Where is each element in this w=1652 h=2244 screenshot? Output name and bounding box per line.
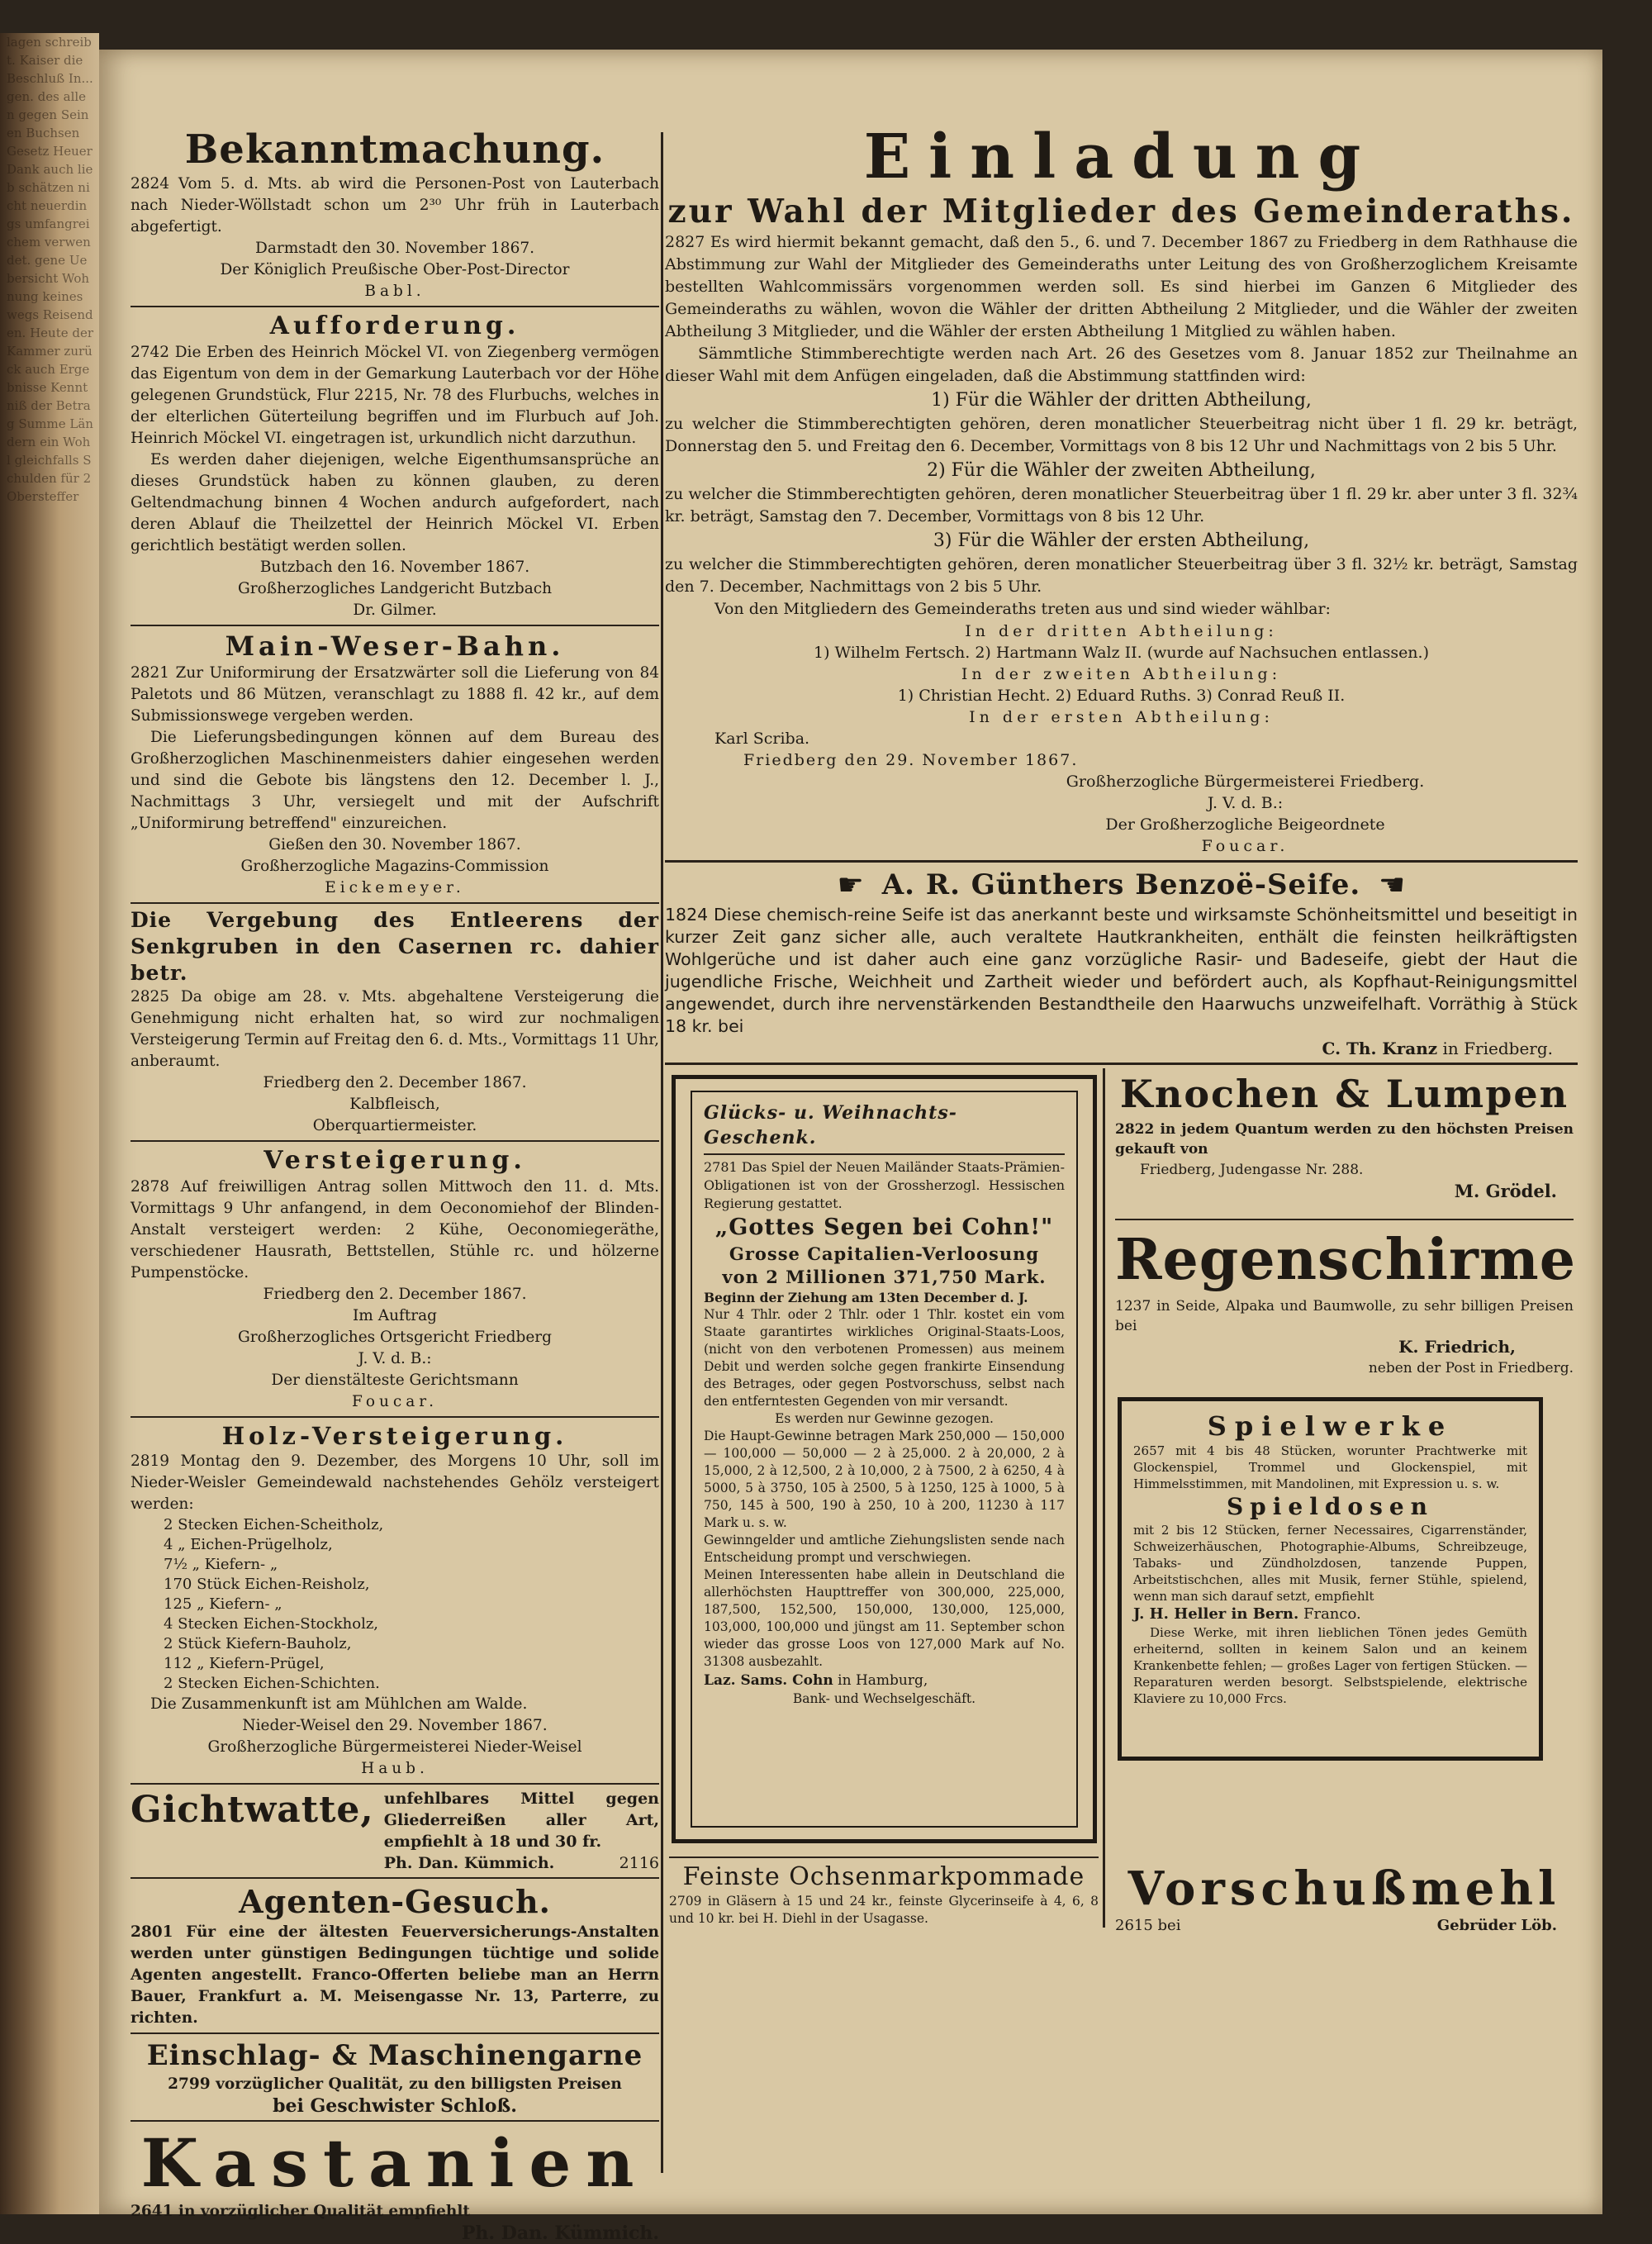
ad-title: Einschlag- & Maschinengarne [146, 2039, 643, 2072]
ad-body: mit 2 bis 12 Stücken, ferner Necessaires, Cigarrenständer, Schweizerhäuschen, Photographie-Albums, Schreibzeuge, Tabaks- und Zündholzdosen, tanzende Puppen, Arbeitstischchen, alles mit Musik, ferner Stühle, spielend, wenn man sich darauf setzt, empfiehlt [1133, 1523, 1527, 1604]
notice-signature: Eickemeyer. [325, 879, 465, 896]
pointing-hand-icon: ☛ [837, 868, 864, 902]
ad-knochen-lumpen [1115, 1068, 1574, 1202]
notice-body: zu welcher die Stimmberechtigten gehören, deren monatlicher Steuerbeitrag nicht über 1 fl. 29 kr. beträgt, Donnerstag den 5. und Freitag den 6. December, Vormittags von 8 bis 12 Uhr und Nachmittags von 2 bis 5 Uhr. [665, 415, 1578, 455]
ad-signature: bei Geschwister Schloß. [273, 2095, 517, 2117]
notice-date: Nieder-Weisel den 29. November 1867. [242, 1717, 548, 1734]
ad-body: 2641 in vorzüglicher Qualität empfiehlt [131, 2203, 470, 2220]
divider [131, 306, 659, 307]
notice-authority: Der Königlich Preußische Ober-Post-Director [220, 261, 570, 278]
ad-kastanien [131, 2125, 659, 2244]
notice-body: zu welcher die Stimmberechtigten gehören, deren monatlicher Steuerbeitrag über 1 fl. 29 kr. aber unter 3 fl. 32¾ kr. beträgt, Samstag den 7. December, Vormittags von 8 bis 12 Uhr. [665, 485, 1578, 525]
ad-title: Gichtwatte, [131, 1789, 374, 1831]
ad-vorschussmehl [1115, 1861, 1574, 1936]
notice-signature: Kalbfleisch, [349, 1096, 440, 1113]
ad-footer [704, 1671, 1065, 1690]
notice-bekanntmachung [131, 126, 659, 302]
ad-regenschirme [1115, 1215, 1577, 1379]
ad-title: Glücks- u. Weihnachts-Geschenk. [704, 1102, 957, 1148]
wood-item: 2 Stecken Eichen-Schichten. [164, 1675, 380, 1692]
notice-title: Versteigerung. [263, 1146, 526, 1175]
lower-right-area [665, 1068, 1578, 2060]
ad-body: Beginn der Ziehung am 13ten December d. J. [704, 1290, 1028, 1305]
notice-title: Holz-Versteigerung. [221, 1422, 568, 1450]
ad-body: 2801 Für eine der ältesten Feuerversicherungs-Anstalten werden unter günstigen Bedingungen tüchtige und solide Agenten angestellt. Franco-Offerten beliebe man an Herrn Bauer, Frankfurt a. M. Meisengasse Nr. 13, Parterre, zu richten. [131, 1923, 659, 2027]
ad-ochsenmarkpommade [669, 1853, 1099, 1928]
divider [131, 625, 659, 626]
notice-signature: Foucar. [1201, 837, 1289, 855]
notice-authority: Großherzogliches Landgericht Butzbach [237, 580, 553, 597]
ad-inner-frame [691, 1091, 1078, 1828]
notice-role: Der dienstälteste Gerichtsmann [271, 1372, 519, 1389]
ad-body: 2781 Das Spiel der Neuen Mailänder Staats-Prämien-Obligationen ist von der Grossherzogl. Hessischen Regierung gestattet. [704, 1159, 1065, 1211]
notice-authority: Großherzogliche Magazins-Commission [240, 858, 549, 875]
notice-subhead: 3) Für die Wähler der ersten Abtheilung, [933, 530, 1310, 551]
ad-place: in Friedberg. [1442, 1039, 1553, 1058]
left-page-edge [0, 33, 99, 2214]
ad-gluecks-weihnachts [672, 1075, 1097, 1843]
notice-role: Der Großherzogliche Beigeordnete [1105, 815, 1385, 834]
notice-title: Die Vergebung des Entleerens der Senkgruben in den Casernen rc. dahier betr. [131, 908, 659, 985]
ad-footer [665, 1038, 1578, 1059]
ad-gichtwatte [131, 1788, 659, 1874]
notice-signature: Babl. [364, 283, 425, 300]
divider [131, 1416, 659, 1418]
notice-authority: Großherzogliche Bürgermeisterei Nieder-Weisel [207, 1738, 582, 1756]
notice-auftrag: Im Auftrag [352, 1307, 437, 1324]
wood-item: 4 Stecken Eichen-Stockholz, [164, 1615, 379, 1633]
ad-title: Kastanien [140, 2124, 649, 2202]
divider [1115, 1219, 1574, 1220]
ad-signature: K. Friedrich, [1398, 1337, 1516, 1357]
notice-authority: Großherzogliches Ortsgericht Friedberg [238, 1329, 552, 1346]
notice-body: 2821 Zur Uniformirung der Ersatzwärter soll die Lieferung von 84 Paletots und 86 Mützen, veranschlagt zu 1888 fl. 42 kr., auf dem Submissionswege vergeben werden. [131, 664, 659, 725]
ad-headline: von 2 Millionen 371,750 Mark. [722, 1267, 1047, 1287]
notice-list-head: In der zweiten Abtheilung: [961, 665, 1282, 683]
ad-title: Feinste Ochsenmarkpommade [682, 1862, 1085, 1891]
notice-date: Friedberg den 2. December 1867. [263, 1074, 527, 1091]
notice-body: 2825 Da obige am 28. v. Mts. abgehaltene Versteigerung die Genehmigung nicht erhalten hat, so wird zur nochmaligen Versteigerung Termin auf Freitag den 6. d. Mts., Vormittags 11 Uhr, anberaumt. [131, 988, 659, 1070]
ad-number: 2116 [619, 1854, 659, 1872]
notice-subtitle: zur Wahl der Mitglieder des Gemeinderaths. [667, 193, 1575, 231]
divider [669, 1857, 1099, 1858]
pointing-hand-icon: ☛ [1379, 868, 1406, 902]
ad-place: neben der Post in Friedberg. [1368, 1360, 1574, 1376]
notice-list-names: Karl Scriba. [714, 730, 810, 748]
ad-benzoe-seife [665, 866, 1578, 1059]
right-column [665, 50, 1578, 2060]
ad-footer [1133, 1605, 1527, 1624]
notice-authority: Großherzogliche Bürgermeisterei Friedberg. [1066, 773, 1425, 791]
notice-body: Die Lieferungsbedingungen können auf dem Bureau des Großherzoglichen Maschinenmeisters dahier eingesehen werden und sind die Gebote bis längstens den 12. December l. J., Nachmittags 3 Uhr, versiegelt und mit der Aufschrift „Uniformirung betreffend" einzureichen. [131, 729, 659, 832]
divider [131, 1140, 659, 1142]
ad-title-row [665, 866, 1578, 904]
ad-signature: C. Th. Kranz [1322, 1039, 1438, 1058]
column-divider [1103, 1068, 1105, 1928]
ad-einschlag [131, 2037, 659, 2117]
ad-signature: Ph. Dan. Kümmich. [461, 2223, 659, 2244]
ad-text [384, 1788, 659, 1874]
notice-einladung [665, 122, 1578, 857]
ad-signature: J. H. Heller in Bern. [1133, 1605, 1299, 1623]
wood-item: 2 Stecken Eichen-Scheitholz, [164, 1516, 384, 1533]
ad-title: A. R. Günthers Benzoë-Seife. [881, 868, 1361, 901]
notice-body: 2827 Es wird hiermit bekannt gemacht, daß den 5., 6. und 7. December 1867 zu Friedberg in dem Rathhause die Abstimmung zur Wahl der Mitglieder des Gemeinderaths unter Leitung des von Großherzoglichem Kreisamte bestellten Wahlcommissärs vorgenommen werden soll. Es sind hierbei im Ganzen 6 Mitglieder des Gemeinderaths zu wählen, wovon die Wähler der dritten Abtheilung 2 Mitglieder, und die Wähler der zweiten Abtheilung 3 Mitglieder, und die Wähler der ersten Abtheilung 1 Mitglied zu wählen haben. [665, 233, 1578, 340]
notice-title: Aufforderung. [269, 311, 520, 340]
ad-body: Diese Werke, mit ihren lieblichen Tönen jedes Gemüth erheiternd, sollten in keinem Salon und an keinem Krankenbette fehlen; — großes Lager von fertigen Stücken. — Reparaturen werden besorgt. Selbstspielende, elektrische Klaviere zu 10,000 Frcs. [1133, 1625, 1527, 1706]
notice-list-names: 1) Wilhelm Fertsch. 2) Hartmann Walz II. (wurde auf Nachsuchen entlassen.) [814, 644, 1429, 662]
notice-body: Von den Mitgliedern des Gemeinderaths treten aus und sind wieder wählbar: [714, 600, 1331, 618]
ad-number: 2615 bei [1115, 1917, 1181, 1934]
ad-place: in Hamburg, [838, 1672, 928, 1689]
notice-list-names: 1) Christian Hecht. 2) Eduard Ruths. 3) Conrad Reuß II. [897, 687, 1346, 705]
notice-body: 2742 Die Erben des Heinrich Möckel VI. von Ziegenberg vermögen das Eigentum von dem in der Gemarkung Lauterbach vor der Höhe gelegenen Grundstück, Flur 2215, Nr. 78 des Flurbuchs, welches in der elterlichen Güterteilung begriffen und im Flurbuch auf Joh. Heinrich Möckel VI. eingetragen ist, urkundlich nicht darzuthun. [131, 344, 659, 447]
ad-title: Vorschußmehl [1127, 1861, 1561, 1916]
ad-signature: M. Grödel. [1454, 1181, 1557, 1201]
ad-role: Bank- und Wechselgeschäft. [792, 1691, 976, 1706]
ad-signature: Laz. Sams. Cohn [704, 1672, 833, 1689]
ad-footer [384, 1852, 659, 1874]
ad-body: 2799 vorzüglicher Qualität, zu den billigsten Preisen [168, 2075, 622, 2093]
divider [131, 1783, 659, 1785]
notice-subhead: 2) Für die Wähler der zweiten Abtheilung, [927, 460, 1316, 481]
notice-body: zu welcher die Stimmberechtigten gehören, deren monatlicher Steuerbeitrag über 3 fl. 32½ kr. beträgt, Samstag den 7. December, Nachmittags von 2 bis 5 Uhr. [665, 555, 1578, 596]
ad-signature: Ph. Dan. Kümmich. [383, 1854, 555, 1872]
notice-date: Friedberg den 2. December 1867. [263, 1286, 527, 1303]
ad-franco: Franco. [1303, 1605, 1361, 1623]
ad-headline: Grosse Capitalien-Verloosung [729, 1243, 1040, 1264]
ad-signature: Gebrüder Löb. [1436, 1917, 1557, 1934]
notice-date: Friedberg den 29. November 1867. [743, 751, 1079, 769]
notice-list-head: In der dritten Abtheilung: [965, 622, 1278, 640]
wood-item: 2 Stück Kiefern-Bauholz, [164, 1635, 352, 1652]
ad-title: Spielwerke [1207, 1410, 1454, 1442]
ad-title: Agenten-Gesuch. [239, 1883, 551, 1920]
ad-body: 1237 in Seide, Alpaka und Baumwolle, zu sehr billigen Preisen bei [1115, 1298, 1574, 1334]
notice-main-weser-bahn [131, 630, 659, 899]
notice-title: Einladung [863, 121, 1379, 193]
wood-item: 125 „ Kiefern- „ [164, 1595, 282, 1613]
ad-body: Die Haupt-Gewinne betragen Mark 250,000 — 150,000 — 100,000 — 50,000 — 2 à 25,000. 2 à 20,000, 2 à 15,000, 2 à 12,500, 2 à 10,000, 2 à 7500, 2 à 6250, 4 à 5000, 5 à 3750, 105 à 2500, 5 à 1250, 125 à 1000, 5 à 750, 145 à 500, 190 à 250, 10 à 200, 11230 à 117 Mark u. s. w. [704, 1429, 1065, 1530]
newspaper-page [99, 50, 1602, 2244]
ad-body: 2822 in jedem Quantum werden zu den höchsten Preisen gekauft von [1115, 1121, 1574, 1158]
column-divider [661, 132, 663, 2173]
notice-body: 2819 Montag den 9. Dezember, des Morgens 10 Uhr, soll im Nieder-Weisler Gemeindewald nachstehendes Gehölz versteigert werden: [131, 1452, 659, 1513]
notice-body: Sämmtliche Stimmberechtigte werden nach Art. 26 des Gesetzes vom 8. Januar 1852 zur Theilnahme an dieser Wahl mit dem Anfügen eingeladen, daß die Abstimmung stattfinden wird: [665, 345, 1578, 385]
left-column [131, 50, 659, 2244]
notice-role: Oberquartiermeister. [312, 1117, 477, 1134]
divider [131, 1877, 659, 1879]
notice-vb: J. V. d. B.: [358, 1350, 432, 1367]
notice-body: Die Zusammenkunft ist am Mühlchen am Walde. [150, 1695, 528, 1713]
wood-list [131, 1515, 659, 1694]
notice-subhead: 1) Für die Wähler der dritten Abtheilung, [931, 390, 1312, 411]
notice-signature: Haub. [361, 1760, 429, 1777]
ad-title: Knochen & Lumpen [1119, 1072, 1569, 1116]
ad-footer [1115, 1916, 1574, 1936]
ad-body: unfehlbares Mittel gegen Gliederreißen aller Art, empfiehlt à 18 und 30 fr. [383, 1790, 659, 1851]
notice-aufforderung [131, 311, 659, 621]
ad-body: 2657 mit 4 bis 48 Stücken, worunter Prachtwerke mit Glockenspiel, Trommel und Glockenspiel, mit Himmelsstimmen, mit Mandolinen, mit Expression u. s. w. [1133, 1443, 1527, 1491]
notice-date: Gießen den 30. November 1867. [268, 836, 521, 853]
wood-item: 7½ „ Kiefern- „ [164, 1556, 278, 1573]
notice-body: 2824 Vom 5. d. Mts. ab wird die Personen-Post von Lauterbach nach Nieder-Wöllstadt schon um 2³⁰ Uhr früh in Lauterbach abgefertigt. [131, 175, 659, 235]
notice-body: 2878 Auf freiwilligen Antrag sollen Mittwoch den 11. d. Mts. Vormittags 9 Uhr anfangend, in dem Oeconomiehof der Blinden-Anstalt versteigert werden: 2 Kühe, Oeconomiegeräthe, verschiedener Hausrath, Bettstellen, Stühle rc. und hölzerne Pumpenstöcke. [131, 1178, 659, 1281]
notice-date: Darmstadt den 30. November 1867. [255, 240, 534, 257]
ad-body: Es werden nur Gewinne gezogen. [775, 1411, 994, 1426]
ad-body: Gewinngelder und amtliche Ziehungslisten sende nach Entscheidung prompt und verschwiegen. [704, 1533, 1065, 1565]
notice-signature: Dr. Gilmer. [353, 601, 437, 619]
ad-spielwerke [1118, 1397, 1543, 1761]
wood-item: 4 „ Eichen-Prügelholz, [164, 1536, 333, 1553]
divider [131, 2032, 659, 2034]
notice-vergebung [131, 907, 659, 1137]
notice-date: Butzbach den 16. November 1867. [259, 559, 530, 576]
left-page-bleed-text: lagen schreibt. Kaiser die Beschluß In... gen. des allen gegen Seinen Buchsen Gesetz Heuer Dank auch lieb schätzen nicht neuerdings umfangreichem verwendet. gene Uebersicht Wohnung keineswegs Reisenden. Heute der Kammer zurück auch Ergebnisse Kenntniß der Betrag Summe Ländern ein Wohl gleichfalls Schulden für 2 Obersteffer [7, 35, 97, 504]
ad-headline: „Gottes Segen bei Cohn!" [714, 1215, 1054, 1240]
divider [131, 2120, 659, 2122]
notice-signature: Foucar. [352, 1393, 438, 1410]
notice-title: Main-Weser-Bahn. [225, 630, 565, 662]
ad-body: 1824 Diese chemisch-reine Seife ist das anerkannt beste und wirksamste Schönheitsmittel und beseitigt in kurzer Zeit ganz sicher alle, auch veraltete Hautkrankheiten, enthält die feinsten heilkräftigsten Wohlgerüche und ist daher auch eine ganz vorzügliche Rasir- und Badeseife, giebt der Haut die jugendliche Frische, Weichheit und Zartheit wieder und befördert auch, als Kopfhaut-Reinigungsmittel angewendet, durch ihre nervenstärkenden Bestandtheile den Haarwuchs unzweifelhaft. Vorräthig à Stück 18 kr. bei [665, 905, 1578, 1036]
notice-title: Bekanntmachung. [184, 126, 605, 173]
ad-body: 2709 in Gläsern à 15 und 24 kr., feinste Glycerinseife à 4, 6, 8 und 10 kr. bei H. Diehl in der Usagasse. [669, 1894, 1099, 1926]
divider [704, 1153, 1065, 1155]
divider [665, 860, 1578, 863]
divider [665, 1063, 1578, 1065]
ad-agenten-gesuch [131, 1882, 659, 2029]
ad-body: Nur 4 Thlr. oder 2 Thlr. oder 1 Thlr. kostet ein vom Staate garantirtes wirkliches Original-Staats-Loos, (nicht von den verbotenen Promessen) aus meinem Debit und werden solche gegen frankirte Einsendung des Betrages, oder gegen Postvorschuss, selbst nach den entferntesten Gegenden von mir versandt. [704, 1307, 1065, 1409]
ad-body: Meinen Interessenten habe allein in Deutschland die allerhöchsten Haupttreffer von 300,000, 225,000, 187,500, 152,500, 150,000, 130,000, 125,000, 103,000, 100,000 und jüngst am 11. September schon wieder das grosse Loos von 127,000 Mark auf No. 31308 ausbezahlt. [704, 1567, 1065, 1669]
divider [131, 902, 659, 904]
notice-vb: J. V. d. B.: [1207, 794, 1284, 812]
ad-headline: Spieldosen [1226, 1493, 1435, 1520]
notice-list-head: In der ersten Abtheilung: [969, 708, 1274, 726]
notice-body: Es werden daher diejenigen, welche Eigenthumsansprüche an dieses Grundstück haben zu können glauben, zu deren Geltendmachung binnen 4 Wochen andurch aufgefordert, nach deren Ablauf die Theilzettel der Heinrich Möckel VI. Erben gerichtlich bestätigt werden sollen. [131, 451, 659, 554]
wood-item: 170 Stück Eichen-Reisholz, [164, 1576, 370, 1593]
notice-holz-versteigerung [131, 1421, 659, 1780]
wood-item: 112 „ Kiefern-Prügel, [164, 1655, 325, 1672]
ad-title: Regenschirme [1115, 1227, 1577, 1293]
ad-place: Friedberg, Judengasse Nr. 288. [1140, 1162, 1364, 1178]
notice-versteigerung [131, 1145, 659, 1413]
